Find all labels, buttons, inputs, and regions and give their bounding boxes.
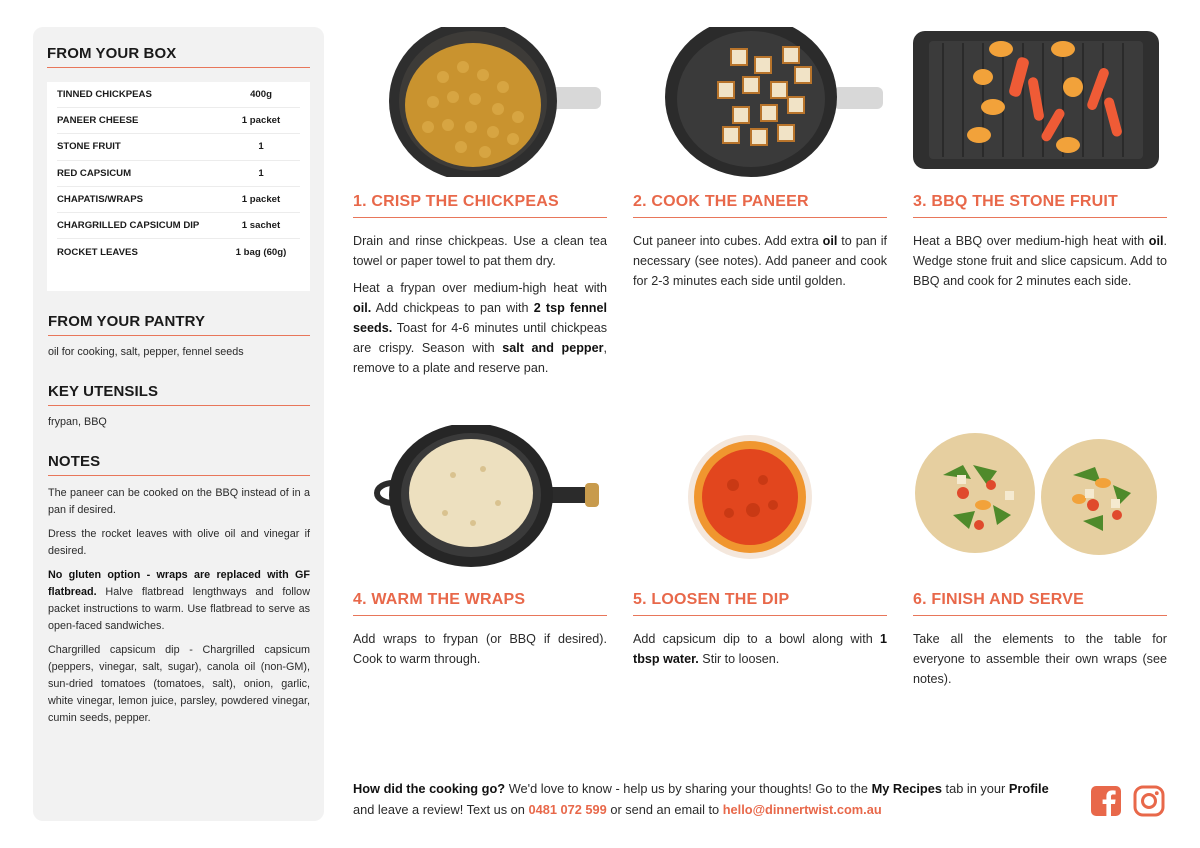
notes-section bbox=[47, 453, 310, 727]
ingredient-name: TINNED CHICKPEAS bbox=[57, 89, 152, 101]
footer-text: We'd love to know - help us by sharing your thoughts! Go to the bbox=[505, 781, 872, 796]
step-1-bold-salt-pepper: salt and pepper bbox=[502, 341, 604, 355]
step-5-bold-water: 1 tbsp water. bbox=[633, 632, 887, 666]
feedback-footer bbox=[353, 778, 1073, 820]
ingredient-name: STONE FRUIT bbox=[57, 141, 121, 153]
pantry-text: oil for cooking, salt, pepper, fennel seeds bbox=[48, 346, 244, 358]
footer-my-recipes-link[interactable]: My Recipes bbox=[871, 781, 942, 796]
step-4 bbox=[353, 425, 607, 676]
step-3-text: . Wedge stone fruit and slice capsicum. Add to BBQ and cook for 2 minutes each side. bbox=[913, 234, 1167, 288]
step-5-para bbox=[633, 629, 887, 669]
ingredient-qty: 1 bbox=[258, 167, 264, 179]
ingredient-row bbox=[57, 213, 300, 239]
ingredient-row bbox=[57, 108, 300, 134]
wraps-pan-image bbox=[353, 425, 607, 575]
note-gluten-rest: Halve flatbread lengthways and follow packet instructions to warm. Use flatbread to serve as open-faced sandwiches. bbox=[48, 586, 310, 632]
step-2 bbox=[633, 27, 887, 298]
finished-wraps-image bbox=[913, 425, 1167, 575]
step-5-title: 5. LOOSEN THE DIP bbox=[633, 591, 887, 616]
footer-text: or send an email to bbox=[606, 802, 723, 817]
ingredient-row bbox=[57, 161, 300, 187]
capsicum-dip-bowl-image bbox=[633, 425, 887, 575]
ingredient-row bbox=[57, 134, 300, 160]
step-5 bbox=[633, 425, 887, 676]
step-3-text: Heat a BBQ over medium-high heat with bbox=[913, 234, 1149, 248]
step-5-text: Stir to loosen. bbox=[698, 652, 780, 666]
step-1-bold-fennel: 2 tsp fennel seeds. bbox=[353, 301, 607, 335]
ingredient-name: ROCKET LEAVES bbox=[57, 246, 138, 258]
step-2-title: 2. COOK THE PANEER bbox=[633, 193, 887, 218]
facebook-icon[interactable] bbox=[1090, 785, 1122, 822]
note-gluten bbox=[48, 567, 310, 635]
step-4-body bbox=[353, 629, 607, 669]
step-4-para: Add wraps to frypan (or BBQ if desired). Cook to warm through. bbox=[353, 632, 607, 666]
note-gluten-bold: No gluten option - wraps are replaced with GF flatbread. bbox=[48, 569, 310, 598]
step-2-body bbox=[633, 231, 887, 291]
ingredient-row bbox=[57, 187, 300, 213]
utensils-text: frypan, BBQ bbox=[48, 416, 107, 428]
ingredient-name: PANEER CHEESE bbox=[57, 115, 139, 127]
step-1-text: , remove to a plate and reserve pan. bbox=[353, 341, 607, 375]
ingredient-qty: 1 sachet bbox=[241, 220, 281, 232]
ingredient-qty: 1 packet bbox=[241, 193, 281, 205]
footer-text: tab in your bbox=[941, 781, 1009, 796]
footer-email-link[interactable]: hello@dinnertwist.com.au bbox=[722, 802, 882, 817]
step-4-title: 4. WARM THE WRAPS bbox=[353, 591, 607, 616]
step-1-para-2 bbox=[353, 278, 607, 378]
step-1-text: Heat a frypan over medium-high heat with bbox=[353, 281, 607, 295]
step-5-body bbox=[633, 629, 887, 669]
footer-question: How did the cooking go? bbox=[353, 781, 506, 796]
pantry-section bbox=[47, 313, 310, 361]
utensils-heading: KEY UTENSILS bbox=[48, 383, 310, 406]
ingredient-row bbox=[57, 239, 300, 265]
step-2-bold-oil: oil bbox=[822, 234, 838, 248]
chickpeas-pan-image bbox=[353, 27, 607, 177]
step-1-para-1: Drain and rinse chickpeas. Use a clean tea towel or paper towel to pat them dry. bbox=[353, 234, 607, 268]
footer-phone-link[interactable]: 0481 072 599 bbox=[528, 802, 607, 817]
ingredient-name: CHAPATIS/WRAPS bbox=[57, 193, 143, 205]
step-6-title: 6. FINISH AND SERVE bbox=[913, 591, 1167, 616]
step-2-text: to pan if necessary (see notes). Add paneer and cook for 2-3 minutes each side until golden. bbox=[633, 234, 887, 288]
step-3-para bbox=[913, 231, 1167, 291]
step-1-bold-oil: oil. bbox=[353, 301, 372, 315]
step-6 bbox=[913, 425, 1167, 696]
step-1-body bbox=[353, 231, 607, 378]
notes-heading: NOTES bbox=[48, 453, 310, 476]
ingredients-sidebar bbox=[33, 27, 324, 821]
step-1-text: Toast for 4-6 minutes until chickpeas are crispy. Season with bbox=[353, 321, 607, 355]
ingredient-name: CHARGRILLED CAPSICUM DIP bbox=[57, 220, 200, 232]
step-2-text: Cut paneer into cubes. Add extra bbox=[633, 234, 823, 248]
footer-text: and leave a review! Text us on bbox=[353, 802, 529, 817]
step-5-text: Add capsicum dip to a bowl along with bbox=[633, 632, 880, 646]
ingredients-table bbox=[47, 82, 310, 291]
step-6-para: Take all the elements to the table for everyone to assemble their own wraps (see notes). bbox=[913, 632, 1167, 686]
pantry-heading: FROM YOUR PANTRY bbox=[48, 313, 310, 336]
footer-profile-link[interactable]: Profile bbox=[1008, 781, 1049, 796]
step-2-para bbox=[633, 231, 887, 291]
ingredient-qty: 1 bag (60g) bbox=[235, 246, 287, 258]
ingredient-qty: 1 packet bbox=[241, 115, 281, 127]
utensils-section bbox=[47, 383, 310, 431]
ingredient-qty: 400g bbox=[250, 89, 272, 101]
ingredient-row bbox=[57, 82, 300, 108]
step-1-text: Add chickpeas to pan with bbox=[371, 301, 534, 315]
step-3 bbox=[913, 27, 1167, 298]
ingredient-name: RED CAPSICUM bbox=[57, 167, 132, 179]
step-3-body bbox=[913, 231, 1167, 291]
step-3-title: 3. BBQ THE STONE FRUIT bbox=[913, 193, 1167, 218]
note-dip-ingredients: Chargrilled capsicum dip - Chargrilled capsicum (peppers, vinegar, salt, sugar), canola oil (non-GM), sun-dried tomatoes (tomatoes, salt), onion, garlic, white vinegar, lemon juice, parsley, powdered vinegar, cumin seeds, pepper. bbox=[48, 644, 310, 724]
step-1 bbox=[353, 27, 607, 385]
note-rocket: Dress the rocket leaves with olive oil and vinegar if desired. bbox=[48, 528, 310, 557]
step-6-body bbox=[913, 629, 1167, 689]
paneer-pan-image bbox=[633, 27, 887, 177]
step-1-title: 1. CRISP THE CHICKPEAS bbox=[353, 193, 607, 218]
ingredient-qty: 1 bbox=[258, 141, 264, 153]
instagram-icon[interactable] bbox=[1133, 785, 1165, 822]
bbq-stone-fruit-image bbox=[913, 27, 1167, 177]
note-paneer: The paneer can be cooked on the BBQ instead of in a pan if desired. bbox=[48, 487, 310, 516]
step-3-bold-oil: oil bbox=[1148, 234, 1164, 248]
from-your-box-heading: FROM YOUR BOX bbox=[47, 45, 310, 68]
